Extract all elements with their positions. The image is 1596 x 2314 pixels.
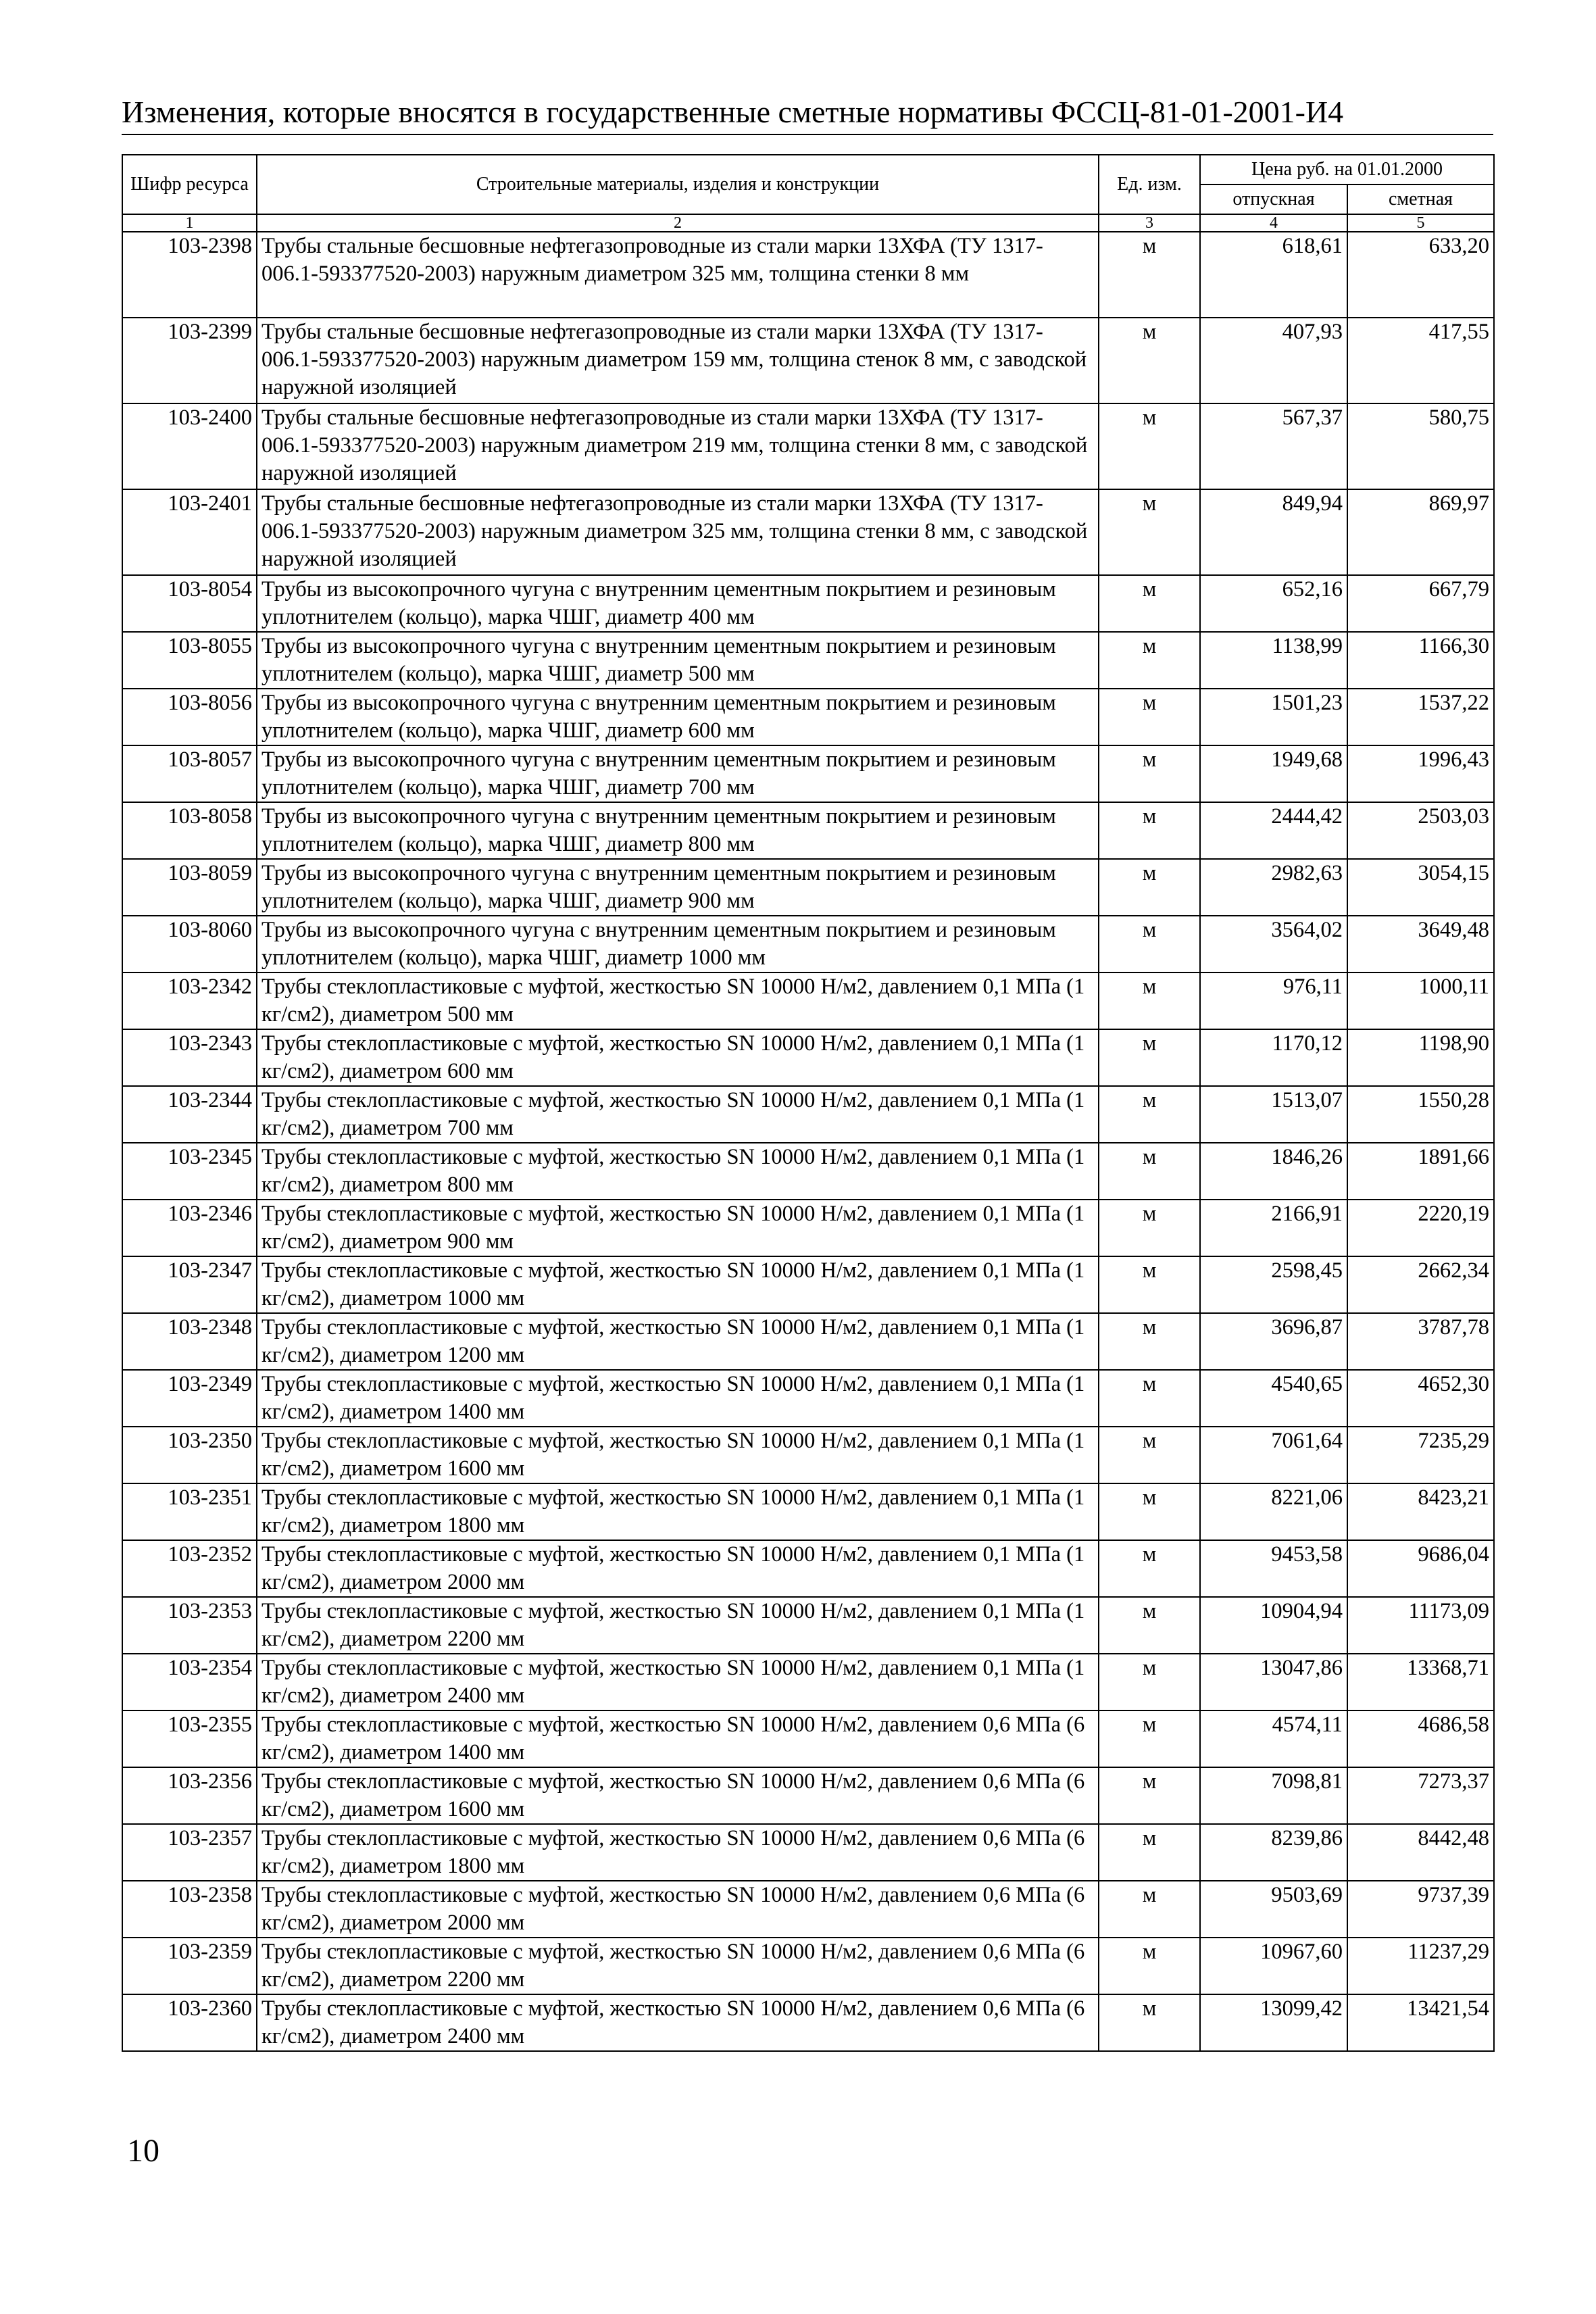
release-price-cell: 1138,99 xyxy=(1200,632,1347,689)
unit-cell: м xyxy=(1099,1824,1200,1881)
estimate-price-cell: 2662,34 xyxy=(1347,1256,1494,1313)
release-price-cell: 1846,26 xyxy=(1200,1143,1347,1200)
estimate-price-cell: 1891,66 xyxy=(1347,1143,1494,1200)
estimate-price-cell: 13421,54 xyxy=(1347,1994,1494,2051)
column-number: 5 xyxy=(1347,214,1494,232)
unit-cell: м xyxy=(1099,232,1200,318)
material-name-cell: Трубы стеклопластиковые с муфтой, жесткостью SN 10000 Н/м2, давлением 0,1 МПа (1 кг/см2), диаметром 1000 мм xyxy=(257,1256,1099,1313)
table-row xyxy=(122,632,1494,689)
unit-cell: м xyxy=(1099,1597,1200,1654)
table-row xyxy=(122,916,1494,973)
material-name-cell: Трубы стеклопластиковые с муфтой, жесткостью SN 10000 Н/м2, давлением 0,1 МПа (1 кг/см2), диаметром 1800 мм xyxy=(257,1483,1099,1540)
unit-cell: м xyxy=(1099,689,1200,745)
table-row xyxy=(122,1313,1494,1370)
estimate-price-cell: 3787,78 xyxy=(1347,1313,1494,1370)
release-price-cell: 976,11 xyxy=(1200,973,1347,1029)
release-price-cell: 1170,12 xyxy=(1200,1029,1347,1086)
unit-cell: м xyxy=(1099,802,1200,859)
unit-cell: м xyxy=(1099,1427,1200,1483)
material-name-cell: Трубы из высокопрочного чугуна с внутренним цементным покрытием и резиновым уплотнителем (кольцо), марка ЧШГ, диаметр 600 мм xyxy=(257,689,1099,745)
material-name-cell: Трубы стеклопластиковые с муфтой, жесткостью SN 10000 Н/м2, давлением 0,1 МПа (1 кг/см2), диаметром 1200 мм xyxy=(257,1313,1099,1370)
page-number: 10 xyxy=(127,2133,159,2169)
unit-cell: м xyxy=(1099,575,1200,632)
estimate-price-cell: 580,75 xyxy=(1347,403,1494,489)
release-price-cell: 567,37 xyxy=(1200,403,1347,489)
estimate-price-cell: 4686,58 xyxy=(1347,1710,1494,1767)
release-price-cell: 618,61 xyxy=(1200,232,1347,318)
material-name-cell: Трубы стальные бесшовные нефтегазопроводные из стали марки 13ХФА (ТУ 1317-006.1-593377520-2003) наружным диаметром 325 мм, толщина стенки 8 мм xyxy=(257,232,1099,318)
release-price-cell: 9453,58 xyxy=(1200,1540,1347,1597)
estimate-price-cell: 633,20 xyxy=(1347,232,1494,318)
estimate-price-cell: 1166,30 xyxy=(1347,632,1494,689)
unit-cell: м xyxy=(1099,1313,1200,1370)
unit-cell: м xyxy=(1099,632,1200,689)
estimate-price-cell: 13368,71 xyxy=(1347,1654,1494,1710)
resource-code-cell: 103-2343 xyxy=(122,1029,257,1086)
unit-cell: м xyxy=(1099,318,1200,403)
resource-code-cell: 103-2400 xyxy=(122,403,257,489)
table-row xyxy=(122,689,1494,745)
release-price-cell: 8221,06 xyxy=(1200,1483,1347,1540)
table-row xyxy=(122,1483,1494,1540)
table-row xyxy=(122,1143,1494,1200)
table-row xyxy=(122,802,1494,859)
material-name-cell: Трубы стеклопластиковые с муфтой, жесткостью SN 10000 Н/м2, давлением 0,6 МПа (6 кг/см2), диаметром 1600 мм xyxy=(257,1767,1099,1824)
unit-cell: м xyxy=(1099,489,1200,575)
estimate-price-cell: 7273,37 xyxy=(1347,1767,1494,1824)
release-price-cell: 4540,65 xyxy=(1200,1370,1347,1427)
release-price-cell: 849,94 xyxy=(1200,489,1347,575)
material-name-cell: Трубы из высокопрочного чугуна с внутренним цементным покрытием и резиновым уплотнителем (кольцо), марка ЧШГ, диаметр 500 мм xyxy=(257,632,1099,689)
unit-cell: м xyxy=(1099,745,1200,802)
resource-code-cell: 103-2401 xyxy=(122,489,257,575)
resource-code-cell: 103-2353 xyxy=(122,1597,257,1654)
estimate-price-cell: 8442,48 xyxy=(1347,1824,1494,1881)
resource-code-cell: 103-8058 xyxy=(122,802,257,859)
table-row xyxy=(122,745,1494,802)
material-name-cell: Трубы стеклопластиковые с муфтой, жесткостью SN 10000 Н/м2, давлением 0,1 МПа (1 кг/см2), диаметром 1400 мм xyxy=(257,1370,1099,1427)
estimate-price-cell: 1537,22 xyxy=(1347,689,1494,745)
release-price-cell: 10967,60 xyxy=(1200,1938,1347,1994)
release-price-cell: 10904,94 xyxy=(1200,1597,1347,1654)
release-price-cell: 2598,45 xyxy=(1200,1256,1347,1313)
page-header: Изменения, которые вносятся в государственные сметные нормативы ФССЦ-81-01-2001-И4 xyxy=(122,93,1493,135)
release-price-cell: 9503,69 xyxy=(1200,1881,1347,1938)
table-row xyxy=(122,1200,1494,1256)
column-number: 2 xyxy=(257,214,1099,232)
release-price-cell: 1949,68 xyxy=(1200,745,1347,802)
resource-code-cell: 103-2354 xyxy=(122,1654,257,1710)
resource-code-cell: 103-2398 xyxy=(122,232,257,318)
resource-code-cell: 103-2399 xyxy=(122,318,257,403)
release-price-cell: 1513,07 xyxy=(1200,1086,1347,1143)
table-row xyxy=(122,1029,1494,1086)
resource-code-cell: 103-2352 xyxy=(122,1540,257,1597)
table-row xyxy=(122,1710,1494,1767)
release-price-cell: 1501,23 xyxy=(1200,689,1347,745)
estimate-price-cell: 3054,15 xyxy=(1347,859,1494,916)
header-name: Строительные материалы, изделия и конструкции xyxy=(257,155,1099,214)
table-row xyxy=(122,1256,1494,1313)
estimate-price-cell: 417,55 xyxy=(1347,318,1494,403)
table-body xyxy=(122,232,1494,2051)
header-estimate: сметная xyxy=(1347,184,1494,214)
resource-code-cell: 103-8060 xyxy=(122,916,257,973)
resource-code-cell: 103-2360 xyxy=(122,1994,257,2051)
unit-cell: м xyxy=(1099,1540,1200,1597)
table-row xyxy=(122,1540,1494,1597)
column-number: 4 xyxy=(1200,214,1347,232)
unit-cell: м xyxy=(1099,1256,1200,1313)
material-name-cell: Трубы стеклопластиковые с муфтой, жесткостью SN 10000 Н/м2, давлением 0,1 МПа (1 кг/см2), диаметром 500 мм xyxy=(257,973,1099,1029)
material-name-cell: Трубы стеклопластиковые с муфтой, жесткостью SN 10000 Н/м2, давлением 0,1 МПа (1 кг/см2), диаметром 2200 мм xyxy=(257,1597,1099,1654)
release-price-cell: 13047,86 xyxy=(1200,1654,1347,1710)
table-row xyxy=(122,1994,1494,2051)
estimate-price-cell: 11237,29 xyxy=(1347,1938,1494,1994)
table-row xyxy=(122,859,1494,916)
resource-code-cell: 103-2359 xyxy=(122,1938,257,1994)
table-row xyxy=(122,232,1494,318)
resource-code-cell: 103-2351 xyxy=(122,1483,257,1540)
estimate-price-cell: 4652,30 xyxy=(1347,1370,1494,1427)
estimate-price-cell: 869,97 xyxy=(1347,489,1494,575)
column-number: 1 xyxy=(122,214,257,232)
resource-code-cell: 103-2355 xyxy=(122,1710,257,1767)
unit-cell: м xyxy=(1099,1654,1200,1710)
material-name-cell: Трубы стеклопластиковые с муфтой, жесткостью SN 10000 Н/м2, давлением 0,1 МПа (1 кг/см2), диаметром 800 мм xyxy=(257,1143,1099,1200)
unit-cell: м xyxy=(1099,1710,1200,1767)
header-unit: Ед. изм. xyxy=(1099,155,1200,214)
unit-cell: м xyxy=(1099,973,1200,1029)
release-price-cell: 4574,11 xyxy=(1200,1710,1347,1767)
unit-cell: м xyxy=(1099,403,1200,489)
unit-cell: м xyxy=(1099,1994,1200,2051)
unit-cell: м xyxy=(1099,1483,1200,1540)
release-price-cell: 2982,63 xyxy=(1200,859,1347,916)
material-name-cell: Трубы из высокопрочного чугуна с внутренним цементным покрытием и резиновым уплотнителем (кольцо), марка ЧШГ, диаметр 400 мм xyxy=(257,575,1099,632)
resource-code-cell: 103-2357 xyxy=(122,1824,257,1881)
resource-code-cell: 103-2350 xyxy=(122,1427,257,1483)
resource-code-cell: 103-8059 xyxy=(122,859,257,916)
material-name-cell: Трубы стеклопластиковые с муфтой, жесткостью SN 10000 Н/м2, давлением 0,1 МПа (1 кг/см2), диаметром 600 мм xyxy=(257,1029,1099,1086)
release-price-cell: 3696,87 xyxy=(1200,1313,1347,1370)
estimate-price-cell: 9686,04 xyxy=(1347,1540,1494,1597)
header-release: отпускная xyxy=(1200,184,1347,214)
resource-code-cell: 103-2347 xyxy=(122,1256,257,1313)
material-name-cell: Трубы из высокопрочного чугуна с внутренним цементным покрытием и резиновым уплотнителем (кольцо), марка ЧШГ, диаметр 1000 мм xyxy=(257,916,1099,973)
unit-cell: м xyxy=(1099,1200,1200,1256)
table-row xyxy=(122,489,1494,575)
material-name-cell: Трубы стальные бесшовные нефтегазопроводные из стали марки 13ХФА (ТУ 1317-006.1-593377520-2003) наружным диаметром 325 мм, толщина стенки 8 мм, с заводской наружной изоляцией xyxy=(257,489,1099,575)
unit-cell: м xyxy=(1099,1938,1200,1994)
release-price-cell: 407,93 xyxy=(1200,318,1347,403)
estimate-price-cell: 1550,28 xyxy=(1347,1086,1494,1143)
release-price-cell: 13099,42 xyxy=(1200,1994,1347,2051)
estimate-price-cell: 1996,43 xyxy=(1347,745,1494,802)
material-name-cell: Трубы стальные бесшовные нефтегазопроводные из стали марки 13ХФА (ТУ 1317-006.1-593377520-2003) наружным диаметром 159 мм, толщина стенок 8 мм, с заводской наружной изоляцией xyxy=(257,318,1099,403)
table-row xyxy=(122,575,1494,632)
table-row xyxy=(122,1824,1494,1881)
material-name-cell: Трубы стеклопластиковые с муфтой, жесткостью SN 10000 Н/м2, давлением 0,1 МПа (1 кг/см2), диаметром 2400 мм xyxy=(257,1654,1099,1710)
resource-code-cell: 103-8056 xyxy=(122,689,257,745)
price-table xyxy=(122,154,1495,2052)
table-row xyxy=(122,1881,1494,1938)
material-name-cell: Трубы стеклопластиковые с муфтой, жесткостью SN 10000 Н/м2, давлением 0,6 МПа (6 кг/см2), диаметром 1800 мм xyxy=(257,1824,1099,1881)
release-price-cell: 7061,64 xyxy=(1200,1427,1347,1483)
estimate-price-cell: 3649,48 xyxy=(1347,916,1494,973)
material-name-cell: Трубы стальные бесшовные нефтегазопроводные из стали марки 13ХФА (ТУ 1317-006.1-593377520-2003) наружным диаметром 219 мм, толщина стенки 8 мм, с заводской наружной изоляцией xyxy=(257,403,1099,489)
material-name-cell: Трубы стеклопластиковые с муфтой, жесткостью SN 10000 Н/м2, давлением 0,1 МПа (1 кг/см2), диаметром 1600 мм xyxy=(257,1427,1099,1483)
material-name-cell: Трубы стеклопластиковые с муфтой, жесткостью SN 10000 Н/м2, давлением 0,1 МПа (1 кг/см2), диаметром 2000 мм xyxy=(257,1540,1099,1597)
unit-cell: м xyxy=(1099,1029,1200,1086)
material-name-cell: Трубы стеклопластиковые с муфтой, жесткостью SN 10000 Н/м2, давлением 0,6 МПа (6 кг/см2), диаметром 2000 мм xyxy=(257,1881,1099,1938)
material-name-cell: Трубы из высокопрочного чугуна с внутренним цементным покрытием и резиновым уплотнителем (кольцо), марка ЧШГ, диаметр 700 мм xyxy=(257,745,1099,802)
material-name-cell: Трубы стеклопластиковые с муфтой, жесткостью SN 10000 Н/м2, давлением 0,1 МПа (1 кг/см2), диаметром 900 мм xyxy=(257,1200,1099,1256)
estimate-price-cell: 9737,39 xyxy=(1347,1881,1494,1938)
release-price-cell: 3564,02 xyxy=(1200,916,1347,973)
table-row xyxy=(122,318,1494,403)
table-row xyxy=(122,1086,1494,1143)
resource-code-cell: 103-2342 xyxy=(122,973,257,1029)
resource-code-cell: 103-2356 xyxy=(122,1767,257,1824)
table-row xyxy=(122,403,1494,489)
resource-code-cell: 103-2358 xyxy=(122,1881,257,1938)
estimate-price-cell: 1198,90 xyxy=(1347,1029,1494,1086)
release-price-cell: 652,16 xyxy=(1200,575,1347,632)
material-name-cell: Трубы стеклопластиковые с муфтой, жесткостью SN 10000 Н/м2, давлением 0,6 МПа (6 кг/см2), диаметром 2400 мм xyxy=(257,1994,1099,2051)
unit-cell: м xyxy=(1099,1370,1200,1427)
resource-code-cell: 103-2346 xyxy=(122,1200,257,1256)
release-price-cell: 2166,91 xyxy=(1200,1200,1347,1256)
estimate-price-cell: 2220,19 xyxy=(1347,1200,1494,1256)
table-row xyxy=(122,1370,1494,1427)
resource-code-cell: 103-2344 xyxy=(122,1086,257,1143)
unit-cell: м xyxy=(1099,859,1200,916)
unit-cell: м xyxy=(1099,1767,1200,1824)
resource-code-cell: 103-2349 xyxy=(122,1370,257,1427)
table-row xyxy=(122,1767,1494,1824)
unit-cell: м xyxy=(1099,916,1200,973)
resource-code-cell: 103-8054 xyxy=(122,575,257,632)
material-name-cell: Трубы стеклопластиковые с муфтой, жесткостью SN 10000 Н/м2, давлением 0,6 МПа (6 кг/см2), диаметром 2200 мм xyxy=(257,1938,1099,1994)
unit-cell: м xyxy=(1099,1881,1200,1938)
estimate-price-cell: 667,79 xyxy=(1347,575,1494,632)
unit-cell: м xyxy=(1099,1086,1200,1143)
header-code: Шифр ресурса xyxy=(122,155,257,214)
column-number: 3 xyxy=(1099,214,1200,232)
material-name-cell: Трубы стеклопластиковые с муфтой, жесткостью SN 10000 Н/м2, давлением 0,6 МПа (6 кг/см2), диаметром 1400 мм xyxy=(257,1710,1099,1767)
material-name-cell: Трубы стеклопластиковые с муфтой, жесткостью SN 10000 Н/м2, давлением 0,1 МПа (1 кг/см2), диаметром 700 мм xyxy=(257,1086,1099,1143)
estimate-price-cell: 11173,09 xyxy=(1347,1597,1494,1654)
release-price-cell: 7098,81 xyxy=(1200,1767,1347,1824)
release-price-cell: 8239,86 xyxy=(1200,1824,1347,1881)
resource-code-cell: 103-8055 xyxy=(122,632,257,689)
estimate-price-cell: 7235,29 xyxy=(1347,1427,1494,1483)
table-row xyxy=(122,1427,1494,1483)
resource-code-cell: 103-2348 xyxy=(122,1313,257,1370)
table-header xyxy=(122,155,1494,232)
material-name-cell: Трубы из высокопрочного чугуна с внутренним цементным покрытием и резиновым уплотнителем (кольцо), марка ЧШГ, диаметр 800 мм xyxy=(257,802,1099,859)
material-name-cell: Трубы из высокопрочного чугуна с внутренним цементным покрытием и резиновым уплотнителем (кольцо), марка ЧШГ, диаметр 900 мм xyxy=(257,859,1099,916)
resource-code-cell: 103-8057 xyxy=(122,745,257,802)
resource-code-cell: 103-2345 xyxy=(122,1143,257,1200)
table-row xyxy=(122,973,1494,1029)
table-row xyxy=(122,1654,1494,1710)
table-row xyxy=(122,1597,1494,1654)
unit-cell: м xyxy=(1099,1143,1200,1200)
header-price-group: Цена руб. на 01.01.2000 xyxy=(1200,155,1494,184)
table-row xyxy=(122,1938,1494,1994)
estimate-price-cell: 8423,21 xyxy=(1347,1483,1494,1540)
estimate-price-cell: 2503,03 xyxy=(1347,802,1494,859)
estimate-price-cell: 1000,11 xyxy=(1347,973,1494,1029)
release-price-cell: 2444,42 xyxy=(1200,802,1347,859)
